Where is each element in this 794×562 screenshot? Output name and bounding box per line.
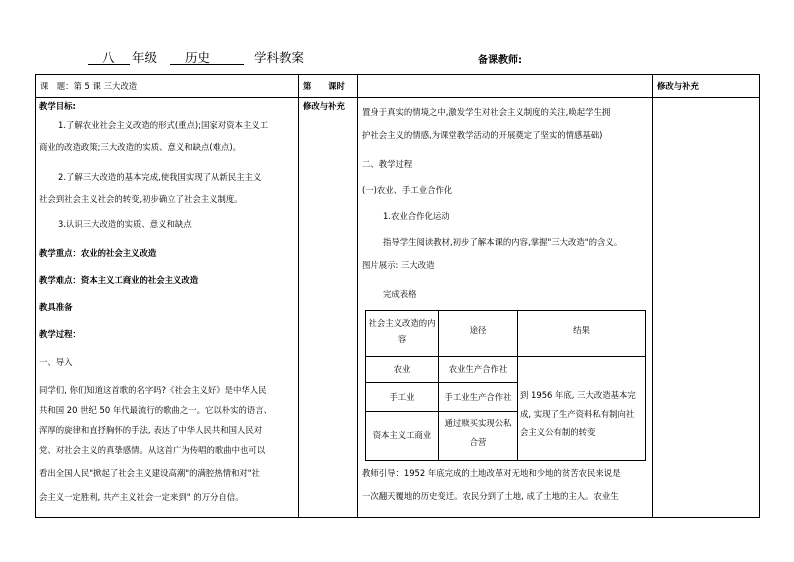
grade-underline — [88, 64, 130, 65]
revise-label: 修改与补充 — [303, 101, 345, 111]
key-point: 教学重点：农业的社会主义改造 — [39, 248, 157, 258]
para-line: 同学们, 你们知道这首歌的名字吗?《社会主义好》是中华人民 — [39, 385, 267, 395]
cell-line: 成, 实现了生产资料私有制向社 — [520, 408, 635, 419]
grade-value: 八 — [102, 50, 115, 65]
header-line: 社会主义改造的内 — [368, 318, 436, 328]
table-header-method: 途径 — [469, 325, 487, 335]
subject-value: 历史 — [185, 50, 211, 65]
tools-label: 教具准备 — [39, 302, 73, 312]
table-cell: 手工业 — [389, 392, 415, 402]
goal2-line2: 社会到社会主义社会的转变,初步确立了社会主义制度。 — [39, 194, 243, 204]
table-cell — [439, 418, 517, 447]
revise-header: 修改与补充 — [657, 81, 699, 91]
goal2-line1: 2.了解三大改造的基本完成,使我国实现了从新民主主义 — [58, 172, 262, 182]
para-line: 共和国 20 世纪 50 年代最流行的歌曲之一。它以朴实的语言、 — [39, 405, 272, 415]
table-header-result: 结果 — [573, 325, 590, 335]
inner-row1-top — [365, 356, 645, 357]
period-label: 第 课时 — [303, 81, 345, 91]
content-line1: 置身于真实的情境之中,激发学生对社会主义制度的关注,唤起学生拥 — [362, 107, 611, 117]
subject-underline — [170, 64, 244, 65]
cell-line: 合营 — [469, 436, 487, 447]
document-header — [0, 48, 794, 70]
inner-right — [645, 310, 646, 461]
inner-row3-top — [365, 411, 517, 412]
inner-top — [365, 310, 645, 311]
picture-text: 图片展示: 三大改造 — [362, 260, 435, 270]
grade-suffix: 年级 — [132, 50, 158, 65]
para-line: 浑厚的旋律和直抒胸怀的手法, 表达了中华人民共和国人民对 — [39, 425, 263, 435]
para-line: 会主义一定胜利, 共产主义社会一定来到" 的万分自信。 — [39, 492, 244, 502]
column-divider-1 — [298, 74, 299, 518]
column-divider-3 — [652, 74, 653, 518]
table-cell: 农业 — [393, 364, 411, 374]
table-cell: 手工业生产合作社 — [444, 392, 512, 402]
goals-title: 教学目标: — [39, 101, 76, 111]
teacher-label: 备课教师: — [478, 55, 522, 66]
para-line: 党、对社会主义的真挚感情。从这首广为传唱的歌曲中也可以 — [39, 445, 266, 455]
section-heading: 二、教学过程 — [362, 159, 413, 169]
cell-line: 会主义公有制的转变 — [520, 427, 596, 437]
topic-label: 课 题：第 5 课 三大改造 — [40, 81, 138, 91]
subsection-heading: (一)农业、手工业合作化 — [362, 185, 453, 195]
table-cell: 农业生产合作社 — [448, 364, 508, 374]
complete-table-text: 完成表格 — [383, 289, 417, 299]
inner-bottom — [365, 460, 645, 461]
table-result-cell — [520, 390, 644, 438]
table-cell: 资本主义工商业 — [372, 430, 432, 440]
inner-row2-top — [365, 382, 517, 383]
goal1-line1: 1.了解农业社会主义改造的形式(重点);国家对资本主义工 — [58, 120, 268, 130]
teacher-lead-line2: 一次翻天覆地的历史变迁。农民分到了土地, 成了土地的主人。农业生 — [362, 491, 619, 501]
cell-line: 通过赎买实现公私 — [444, 418, 512, 428]
process-label: 教学过程： — [39, 329, 81, 339]
goal1-line2: 商业的改造政策;三大改造的实质、意义和缺点(难点)。 — [39, 142, 241, 152]
doc-type: 学科教案 — [254, 50, 305, 65]
guide-text: 指导学生阅读教材,初步了解本课的内容,掌握"三大改造"的含义。 — [383, 237, 623, 247]
intro-heading: 一、导入 — [39, 357, 73, 367]
table-header-content — [366, 318, 438, 344]
goal3: 3.认识三大改造的实质、意义和缺点 — [58, 219, 192, 229]
table-right-border — [759, 74, 760, 518]
para-line: 看出全国人民"掀起了社会主义建设高潮"的满腔热情和对"社 — [39, 468, 260, 478]
column-divider-2 — [357, 74, 358, 518]
difficult-point: 教学难点：资本主义工商业的社会主义改造 — [39, 275, 199, 285]
teacher-lead-line1: 教师引导：1952 年底完成的土地改革对无地和少地的贫苦农民来说是 — [362, 468, 621, 478]
content-line2: 护社会主义的情感,为课堂教学活动的开展奠定了坚实的情感基础) — [362, 130, 603, 140]
table-left-border — [35, 74, 36, 518]
cell-line: 到 1956 年底, 三大改造基本完 — [520, 390, 636, 400]
header-line: 容 — [397, 333, 407, 344]
subsubsection-heading: 1.农业合作化运动 — [383, 211, 450, 221]
